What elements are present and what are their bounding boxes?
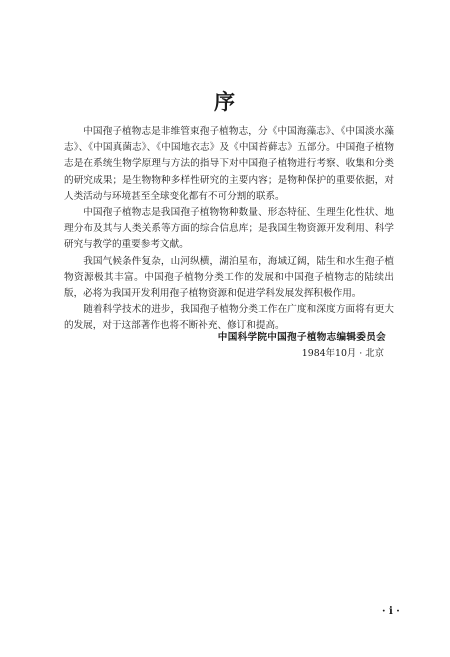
paragraph-3: 我国气候条件复杂，山河纵横，湖泊星布，海域辽阔，陆生和水生孢子植物资源极其丰富。中国孢子植物分类工作的发展和中国孢子植物志的陆续出版，必将为我国开发利用孢子植物资源和促进学科发展发挥积极作用。 bbox=[64, 255, 394, 300]
page-title: 序 bbox=[214, 89, 236, 114]
preface-body bbox=[64, 124, 394, 335]
page-number: · i · bbox=[382, 606, 400, 617]
paragraph-4: 随着科学技术的进步，我国孢子植物分类工作在广度和深度方面将有更大的发展，对于这部著作也将不断补充、修订和提高。 bbox=[64, 304, 394, 332]
signature-organization: 中国科学院中国孢子植物志编辑委员会 bbox=[217, 332, 386, 343]
paragraph-2: 中国孢子植物志是我国孢子植物物种数量、形态特征、生理生化性状、地理分布及其与人类关系等方面的综合信息库；是我国生物资源开发利用、科学研究与教学的重要参考文献。 bbox=[64, 207, 394, 251]
signature-block bbox=[218, 330, 386, 362]
signature-date-place: 1984年10月 · 北京 bbox=[301, 348, 384, 359]
paragraph-1: 中国孢子植物志是非维管束孢子植物志，分《中国海藻志》、《中国淡水藻志》、《中国真菌志》、《中国地衣志》及《中国苔藓志》五部分。中国孢子植物志是在系统生物学原理与方法的指导下对中国孢子植物进行考察、收集和分类的研究成果；是生物物种多样性研究的主要内容；是物种保护的重要依据，对人类活动与环境甚至全球变化都有不可分割的联系。 bbox=[64, 126, 394, 202]
